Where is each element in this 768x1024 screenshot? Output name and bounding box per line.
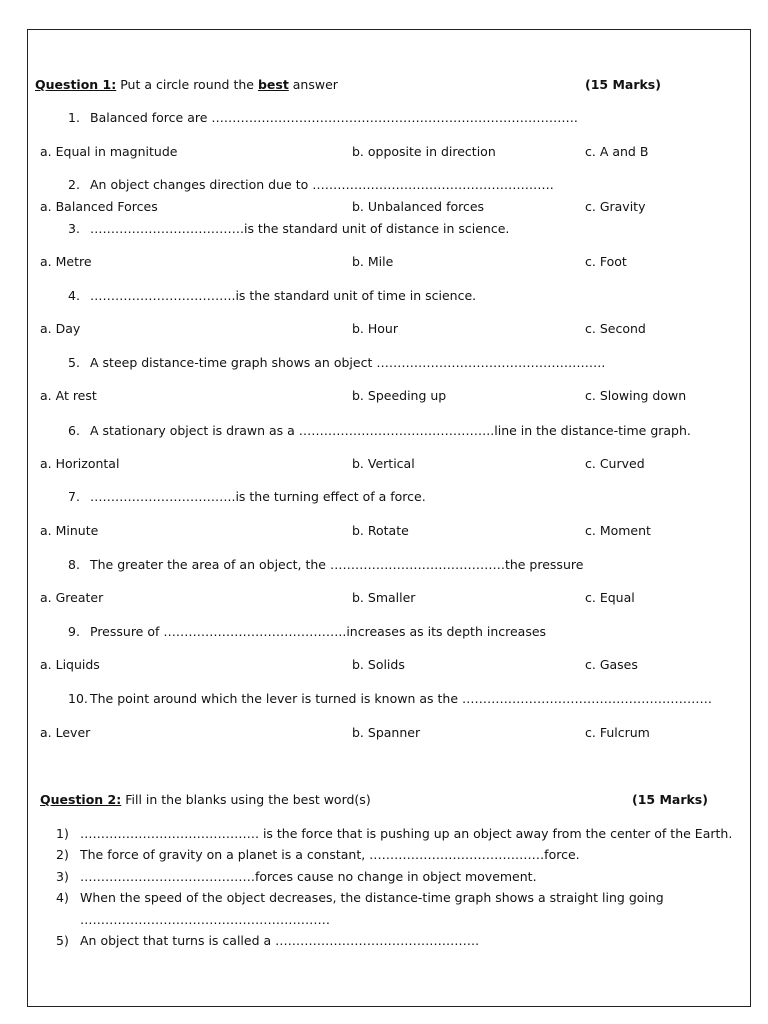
option-b[interactable]: b. Mile (352, 254, 394, 269)
question-text: ……………………………..is the standard unit of time in science. (90, 288, 477, 303)
question-text: An object changes direction due to …………………………………………………. (90, 177, 554, 192)
option-b[interactable]: b. Speeding up (352, 388, 447, 403)
item-text: An object that turns is called a …………………………………………. (80, 933, 480, 948)
option-b[interactable]: b. Vertical (352, 456, 415, 471)
option-b[interactable]: b. Solids (352, 657, 405, 672)
option-b[interactable]: b. Unbalanced forces (352, 199, 485, 214)
option-a[interactable]: a. Greater (40, 590, 104, 605)
option-c[interactable]: c. Curved (585, 456, 645, 471)
option-a[interactable]: a. Lever (40, 725, 91, 740)
q2-item-2 (56, 847, 580, 862)
item-number: 3) (56, 869, 69, 884)
q1-question-8 (68, 557, 583, 572)
option-c[interactable]: c. Foot (585, 254, 627, 269)
item-text: When the speed of the object decreases, the distance-time graph shows a straight ling going (80, 890, 664, 905)
q2-instruction: Fill in the blanks using the best word(s) (121, 792, 371, 807)
q1-question-7 (68, 489, 426, 504)
option-b[interactable]: b. Spanner (352, 725, 421, 740)
option-a[interactable]: a. Liquids (40, 657, 100, 672)
option-a[interactable]: a. At rest (40, 388, 97, 403)
q1-question-2 (68, 177, 554, 192)
item-text: The force of gravity on a planet is a constant, ……………………………………force. (80, 847, 580, 862)
option-a[interactable]: a. Minute (40, 523, 99, 538)
option-c[interactable]: c. Moment (585, 523, 651, 538)
option-c[interactable]: c. Second (585, 321, 646, 336)
q1-instruction-post: answer (288, 77, 338, 92)
question-text: ……………………………….is the standard unit of distance in science. (90, 221, 510, 236)
question-text: A stationary object is drawn as a ………………………………………..line in the distance-time graph. (90, 423, 691, 438)
q1-question-9 (68, 624, 546, 639)
option-c[interactable]: c. Gravity (585, 199, 646, 214)
q1-question-4 (68, 288, 476, 303)
q2-item-5 (56, 912, 330, 927)
question-number: 9. (68, 624, 80, 639)
option-c[interactable]: c. Equal (585, 590, 635, 605)
question-number: 6. (68, 423, 80, 438)
q1-question-1 (68, 110, 578, 125)
q2-header (40, 792, 371, 807)
question-number: 1. (68, 110, 80, 125)
question-number: 3. (68, 221, 80, 236)
q1-instruction-pre: Put a circle round the (116, 77, 258, 92)
question-number: 5. (68, 355, 80, 370)
question-text: The point around which the lever is turned is known as the …………………………………………………… (90, 691, 712, 706)
option-c[interactable]: c. Slowing down (585, 388, 687, 403)
question-text: A steep distance-time graph shows an object ………………………………………………. (90, 355, 606, 370)
option-c[interactable]: c. Fulcrum (585, 725, 650, 740)
q1-header (35, 77, 338, 92)
option-b[interactable]: b. Rotate (352, 523, 409, 538)
q2-item-4 (56, 890, 664, 905)
q2-item-3 (56, 869, 537, 884)
q2-item-6 (56, 933, 479, 948)
option-a[interactable]: a. Equal in magnitude (40, 144, 178, 159)
item-number: 2) (56, 847, 69, 862)
q1-question-3 (68, 221, 509, 236)
question-text: Balanced force are ……………………………………………………………………………. (90, 110, 578, 125)
option-b[interactable]: b. Smaller (352, 590, 416, 605)
question-text: ……………………………..is the turning effect of a force. (90, 489, 426, 504)
option-a[interactable]: a. Day (40, 321, 81, 336)
item-text: ……………………………………. is the force that is pushing up an object away from the center of the Earth. (80, 826, 733, 841)
q2-item-1 (56, 826, 732, 841)
item-number: 4) (56, 890, 69, 905)
option-a[interactable]: a. Metre (40, 254, 92, 269)
question-number: 2. (68, 177, 80, 192)
option-a[interactable]: a. Balanced Forces (40, 199, 158, 214)
question-text: Pressure of ……………………………………..increases as its depth increases (90, 624, 547, 639)
option-b[interactable]: b. opposite in direction (352, 144, 496, 159)
q2-marks: (15 Marks) (632, 792, 708, 807)
q1-question-10 (68, 691, 712, 706)
option-b[interactable]: b. Hour (352, 321, 398, 336)
question-number: 7. (68, 489, 80, 504)
q1-instruction-best: best (257, 77, 289, 92)
question-number: 8. (68, 557, 80, 572)
q1-question-6 (68, 423, 691, 438)
question-text: The greater the area of an object, the ……………………………………the pressure (90, 557, 584, 572)
item-number: 1) (56, 826, 69, 841)
item-number: 5) (56, 933, 69, 948)
question-number: 4. (68, 288, 80, 303)
item-text: …………………………………………………… (80, 912, 330, 927)
item-text: ……………………………………forces cause no change in object movement. (80, 869, 537, 884)
option-a[interactable]: a. Horizontal (40, 456, 120, 471)
q1-question-5 (68, 355, 605, 370)
question-number: 10. (68, 691, 88, 706)
q1-marks: (15 Marks) (585, 77, 661, 92)
q1-label: Question 1: (35, 77, 117, 92)
option-c[interactable]: c. Gases (585, 657, 638, 672)
q2-label: Question 2: (40, 792, 122, 807)
option-c[interactable]: c. A and B (585, 144, 649, 159)
